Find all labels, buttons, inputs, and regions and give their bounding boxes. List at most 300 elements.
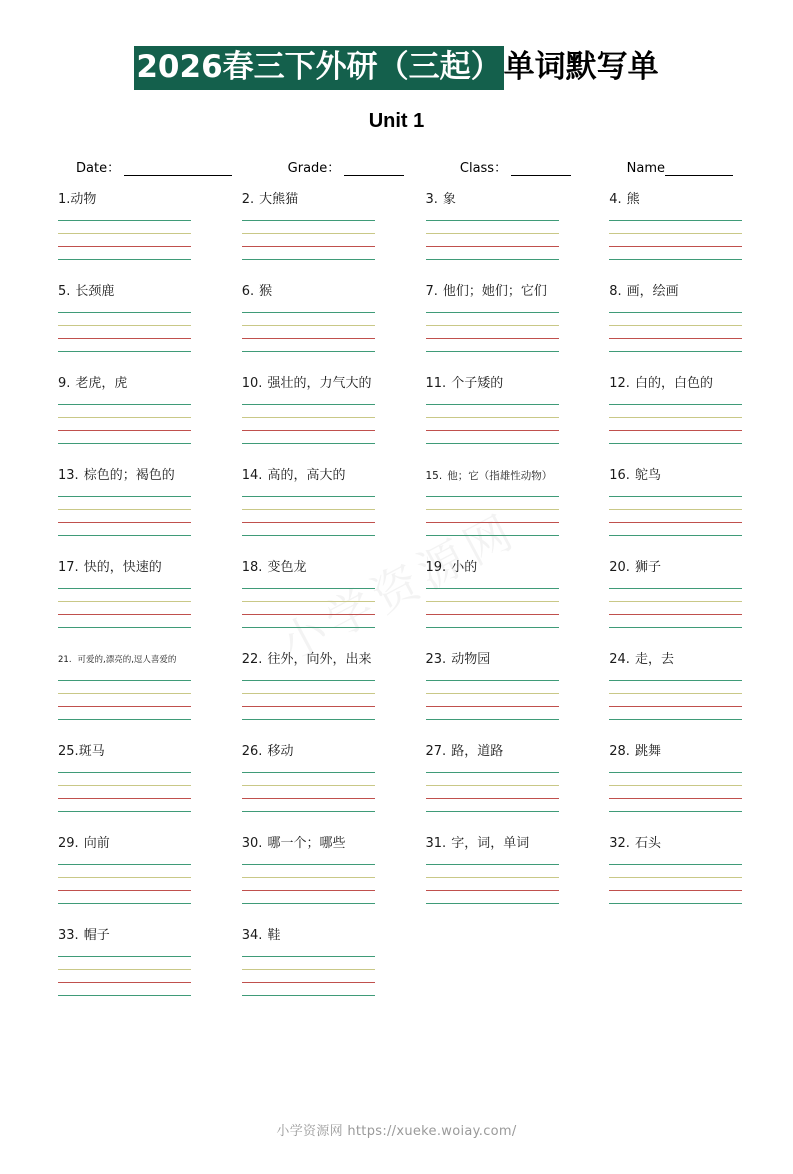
word-item-meaning: 强壮的，力气大的 [267, 376, 372, 391]
guide-line-4 [58, 443, 191, 444]
guide-line-gap [58, 313, 191, 325]
guide-line-gap [609, 589, 742, 601]
word-item-label [242, 284, 381, 304]
guide-line-gap [426, 786, 559, 798]
writing-guide-lines[interactable] [58, 220, 191, 260]
word-item-label [426, 560, 565, 580]
guide-line-4 [58, 719, 191, 720]
guide-line-gap [426, 694, 559, 706]
word-item-number: 2. [241, 192, 255, 207]
guide-line-4 [242, 443, 375, 444]
class-label: Class： [459, 161, 508, 176]
guide-line-gap [609, 510, 742, 522]
word-item-meaning: 老虎，虎 [75, 376, 128, 391]
word-item-label [426, 468, 565, 488]
guide-line-gap [58, 510, 191, 522]
name-input-rule[interactable] [665, 165, 733, 176]
word-item [426, 652, 565, 744]
guide-line-gap [58, 431, 191, 443]
word-item-number: 23. [425, 652, 447, 667]
word-item [242, 836, 381, 928]
word-item [58, 560, 197, 652]
guide-line-gap [426, 773, 559, 785]
word-item-meaning: 象 [442, 192, 456, 207]
word-item [426, 560, 565, 652]
word-item-label [609, 744, 748, 764]
guide-line-gap [58, 681, 191, 693]
guide-line-gap [242, 681, 375, 693]
guide-line-gap [426, 891, 559, 903]
guide-line-gap [242, 602, 375, 614]
guide-line-gap [242, 418, 375, 430]
word-item-meaning: 猴 [259, 284, 273, 299]
guide-line-4 [426, 443, 559, 444]
guide-line-gap [426, 865, 559, 877]
guide-line-gap [242, 313, 375, 325]
guide-line-4 [58, 627, 191, 628]
unit-heading: Unit 1 [368, 110, 425, 132]
word-item-label [609, 652, 748, 672]
word-item [242, 560, 381, 652]
guide-line-gap [58, 799, 191, 811]
guide-line-gap [58, 983, 191, 995]
guide-line-gap [609, 497, 742, 509]
writing-guide-lines[interactable] [242, 220, 375, 260]
info-row [0, 157, 793, 176]
word-item-number: 29. [58, 836, 79, 851]
writing-guide-lines[interactable] [58, 588, 191, 628]
guide-line-4 [609, 535, 742, 536]
writing-guide-lines[interactable] [426, 588, 559, 628]
guide-line-gap [609, 694, 742, 706]
word-item-number: 18. [241, 560, 263, 575]
guide-line-gap [242, 865, 375, 877]
word-item-number: 30. [241, 836, 263, 851]
guide-line-4 [426, 535, 559, 536]
word-item [242, 468, 381, 560]
guide-line-4 [609, 259, 742, 260]
word-item-number: 28. [609, 744, 630, 759]
guide-line-gap [609, 865, 742, 877]
grade-label: Grade： [287, 161, 341, 176]
word-item-number: 7. [425, 284, 438, 299]
word-item-meaning: 熊 [626, 192, 640, 207]
guide-line-gap [426, 431, 559, 443]
word-item-meaning: 斑马 [78, 744, 105, 759]
word-item-meaning: 变色龙 [267, 560, 307, 575]
word-item-label [58, 560, 197, 580]
writing-guide-lines[interactable] [242, 680, 375, 720]
word-item-number: 31. [425, 836, 447, 851]
writing-guide-lines[interactable] [58, 496, 191, 536]
guide-line-4 [609, 443, 742, 444]
word-item-number: 5. [58, 284, 71, 299]
guide-line-gap [609, 431, 742, 443]
guide-line-4 [609, 811, 742, 812]
guide-line-4 [242, 995, 375, 996]
word-item [426, 468, 565, 560]
writing-guide-lines[interactable] [242, 312, 375, 352]
guide-line-4 [609, 351, 742, 352]
guide-line-gap [242, 970, 375, 982]
guide-line-4 [426, 719, 559, 720]
guide-line-gap [609, 221, 742, 233]
guide-line-4 [426, 351, 559, 352]
guide-line-gap [609, 339, 742, 351]
word-item-label [609, 284, 748, 304]
guide-line-gap [242, 497, 375, 509]
word-item [609, 652, 748, 744]
guide-line-gap [58, 418, 191, 430]
guide-line-gap [58, 707, 191, 719]
writing-guide-lines[interactable] [58, 404, 191, 444]
writing-guide-lines[interactable] [609, 496, 742, 536]
guide-line-gap [58, 891, 191, 903]
word-item-meaning: 个子矮的 [451, 376, 504, 391]
guide-line-gap [609, 405, 742, 417]
word-item-number: 11. [425, 376, 447, 391]
writing-guide-lines[interactable] [58, 772, 191, 812]
word-item-number: 26. [241, 744, 263, 759]
writing-guide-lines[interactable] [426, 496, 559, 536]
word-item-meaning: 快的，快速的 [83, 560, 162, 575]
word-item [426, 376, 565, 468]
word-item-number: 22. [241, 652, 263, 667]
word-item-label [426, 192, 565, 212]
class-field[interactable] [460, 157, 571, 176]
word-item-meaning: 高的，高大的 [267, 468, 346, 483]
guide-line-4 [58, 903, 191, 904]
guide-line-4 [58, 259, 191, 260]
word-item-label [242, 192, 381, 212]
word-item [609, 284, 748, 376]
writing-guide-lines[interactable] [609, 680, 742, 720]
word-item-label [58, 652, 197, 672]
guide-line-gap [426, 615, 559, 627]
writing-guide-lines[interactable] [426, 312, 559, 352]
word-item [609, 376, 748, 468]
writing-guide-lines[interactable] [609, 772, 742, 812]
guide-line-gap [58, 694, 191, 706]
word-item-meaning: 棕色的；褐色的 [83, 468, 175, 483]
guide-line-gap [242, 234, 375, 246]
guide-line-gap [242, 431, 375, 443]
guide-line-4 [426, 903, 559, 904]
word-item-label [242, 652, 381, 672]
guide-line-gap [426, 418, 559, 430]
word-item [58, 284, 197, 376]
word-item-label [426, 836, 565, 856]
writing-guide-lines[interactable] [609, 220, 742, 260]
guide-line-gap [426, 589, 559, 601]
name-label: Name [626, 161, 666, 176]
worksheet-page [0, 49, 793, 1020]
writing-guide-lines[interactable] [242, 864, 375, 904]
writing-guide-lines[interactable] [242, 404, 375, 444]
guide-line-gap [609, 878, 742, 890]
guide-line-gap [58, 339, 191, 351]
word-item-meaning: 长颈鹿 [75, 284, 115, 299]
word-item-label [426, 744, 565, 764]
word-item-meaning: 移动 [267, 744, 294, 759]
word-item-number: 8. [609, 284, 622, 299]
word-item-meaning: 帽子 [83, 928, 110, 943]
word-item-number: 14. [241, 468, 263, 483]
writing-guide-lines[interactable] [426, 772, 559, 812]
word-item-label [58, 744, 197, 764]
guide-line-gap [242, 523, 375, 535]
guide-line-gap [58, 234, 191, 246]
guide-line-gap [426, 221, 559, 233]
writing-guide-lines[interactable] [58, 312, 191, 352]
guide-line-gap [426, 510, 559, 522]
writing-guide-lines[interactable] [609, 312, 742, 352]
guide-line-gap [58, 786, 191, 798]
guide-line-4 [242, 627, 375, 628]
word-item-label [58, 284, 197, 304]
guide-line-4 [609, 719, 742, 720]
guide-line-gap [426, 497, 559, 509]
word-item [242, 284, 381, 376]
grade-field[interactable] [288, 157, 405, 176]
word-item-number: 16. [609, 468, 630, 483]
guide-line-gap [242, 589, 375, 601]
word-item-number: 33. [58, 928, 79, 943]
writing-guide-lines[interactable] [242, 588, 375, 628]
guide-line-gap [58, 773, 191, 785]
word-item-number: 15. [425, 470, 443, 482]
writing-guide-lines[interactable] [58, 864, 191, 904]
guide-line-gap [242, 694, 375, 706]
guide-line-gap [609, 799, 742, 811]
word-item [609, 744, 748, 836]
word-item-label [426, 376, 565, 396]
guide-line-4 [609, 903, 742, 904]
guide-line-gap [426, 878, 559, 890]
grade-input-rule[interactable] [344, 165, 404, 176]
writing-guide-lines[interactable] [609, 404, 742, 444]
guide-line-4 [426, 627, 559, 628]
guide-line-4 [426, 811, 559, 812]
guide-line-gap [609, 523, 742, 535]
word-item-number: 21. [58, 655, 72, 665]
word-item-meaning: 可爱的,漂亮的,逗人喜爱的 [77, 655, 177, 665]
guide-line-gap [426, 234, 559, 246]
guide-line-gap [58, 602, 191, 614]
footer-source: 小学资源网 https://xueke.woiay.com/ [276, 1124, 517, 1139]
word-item-label [609, 468, 748, 488]
guide-line-4 [242, 811, 375, 812]
guide-line-gap [242, 326, 375, 338]
guide-line-4 [58, 995, 191, 996]
word-item-label [58, 468, 197, 488]
page-title-highlight: 2026春三下外研（三起） [134, 46, 503, 90]
word-item [609, 192, 748, 284]
writing-guide-lines[interactable] [426, 220, 559, 260]
word-item [609, 836, 748, 928]
word-item-number: 4. [609, 192, 622, 207]
word-item-meaning: 狮子 [634, 560, 661, 575]
word-item-label [58, 836, 197, 856]
word-item-number: 20. [609, 560, 630, 575]
guide-line-gap [426, 523, 559, 535]
word-item-meaning: 他们；她们；它们 [442, 284, 547, 299]
word-item [58, 468, 197, 560]
word-item [242, 376, 381, 468]
guide-line-gap [58, 247, 191, 259]
word-item-meaning: 动物园 [451, 652, 491, 667]
guide-line-gap [609, 326, 742, 338]
word-item [242, 652, 381, 744]
word-item [58, 376, 197, 468]
guide-line-4 [242, 351, 375, 352]
guide-line-gap [609, 247, 742, 259]
writing-guide-lines[interactable] [426, 404, 559, 444]
word-item-meaning: 动物 [70, 192, 97, 207]
guide-line-gap [242, 983, 375, 995]
guide-line-gap [609, 234, 742, 246]
word-item-meaning: 小的 [451, 560, 478, 575]
guide-line-gap [58, 878, 191, 890]
word-item-number: 34. [241, 928, 263, 943]
word-item-number: 10. [241, 376, 263, 391]
word-item-label [609, 560, 748, 580]
guide-line-gap [242, 891, 375, 903]
guide-line-gap [426, 247, 559, 259]
word-item [58, 744, 197, 836]
guide-line-gap [242, 247, 375, 259]
guide-line-gap [58, 865, 191, 877]
word-item-meaning: 往外，向外，出来 [267, 652, 372, 667]
word-item-label [609, 192, 748, 212]
guide-line-gap [58, 405, 191, 417]
name-field[interactable] [627, 161, 733, 176]
word-item [242, 192, 381, 284]
guide-line-gap [609, 891, 742, 903]
guide-line-4 [609, 627, 742, 628]
writing-guide-lines[interactable] [58, 680, 191, 720]
word-item-label [58, 928, 197, 948]
guide-line-gap [58, 957, 191, 969]
guide-line-gap [609, 615, 742, 627]
guide-line-4 [58, 535, 191, 536]
guide-line-gap [426, 799, 559, 811]
word-item [242, 928, 381, 1020]
word-item-meaning: 路，道路 [451, 744, 504, 759]
writing-guide-lines[interactable] [242, 772, 375, 812]
writing-guide-lines[interactable] [609, 588, 742, 628]
word-item-label [242, 836, 381, 856]
word-item-label [242, 560, 381, 580]
writing-guide-lines[interactable] [242, 496, 375, 536]
word-item [426, 744, 565, 836]
word-item-label [426, 284, 565, 304]
guide-line-gap [242, 878, 375, 890]
word-list-grid [0, 192, 793, 1020]
guide-line-gap [609, 773, 742, 785]
writing-guide-lines[interactable] [609, 864, 742, 904]
guide-line-4 [242, 535, 375, 536]
word-item-number: 12. [609, 376, 630, 391]
word-item-number: 6. [241, 284, 255, 299]
guide-line-gap [609, 418, 742, 430]
word-item-label [242, 928, 381, 948]
guide-line-gap [426, 602, 559, 614]
word-item [426, 284, 565, 376]
guide-line-4 [242, 719, 375, 720]
word-item-meaning: 石头 [634, 836, 661, 851]
guide-line-gap [58, 523, 191, 535]
word-item-number: 19. [425, 560, 447, 575]
word-item-number: 13. [58, 468, 79, 483]
word-item [58, 836, 197, 928]
word-item-number: 9. [58, 376, 71, 391]
guide-line-gap [242, 510, 375, 522]
guide-line-gap [58, 326, 191, 338]
writing-guide-lines[interactable] [58, 956, 191, 996]
guide-line-gap [242, 799, 375, 811]
word-item-number: 32. [609, 836, 630, 851]
word-item [58, 928, 197, 1020]
date-label: Date： [76, 161, 121, 176]
guide-line-gap [426, 313, 559, 325]
date-field[interactable] [76, 157, 232, 176]
guide-line-4 [58, 811, 191, 812]
writing-guide-lines[interactable] [242, 956, 375, 996]
guide-line-gap [426, 681, 559, 693]
page-title [0, 49, 793, 85]
word-item-meaning: 白的，白色的 [634, 376, 713, 391]
date-input-rule[interactable] [124, 165, 232, 176]
word-item-label [58, 376, 197, 396]
word-item-number: 27. [425, 744, 447, 759]
word-item [58, 192, 197, 284]
guide-line-gap [609, 786, 742, 798]
word-item-label [242, 376, 381, 396]
guide-line-gap [242, 773, 375, 785]
word-item [426, 836, 565, 928]
word-item-meaning: 鸵鸟 [634, 468, 661, 483]
guide-line-4 [58, 351, 191, 352]
guide-line-4 [242, 903, 375, 904]
guide-line-4 [426, 259, 559, 260]
guide-line-gap [58, 497, 191, 509]
word-item [609, 560, 748, 652]
word-item-label [242, 468, 381, 488]
word-item-number: 3. [425, 192, 438, 207]
word-item-number: 1. [58, 192, 71, 207]
word-item [609, 468, 748, 560]
guide-line-gap [242, 615, 375, 627]
guide-line-gap [426, 707, 559, 719]
guide-line-gap [426, 326, 559, 338]
class-input-rule[interactable] [511, 165, 571, 176]
page-title-plain: 单词默写单 [503, 49, 659, 85]
word-item-number: 25. [58, 744, 79, 759]
guide-line-gap [242, 786, 375, 798]
word-item-label [609, 376, 748, 396]
word-item-number: 24. [609, 652, 630, 667]
word-item [426, 192, 565, 284]
word-item-meaning: 字，词，单词 [451, 836, 530, 851]
word-item-meaning: 画，绘画 [626, 284, 679, 299]
writing-guide-lines[interactable] [426, 864, 559, 904]
guide-line-gap [242, 405, 375, 417]
word-item-meaning: 向前 [83, 836, 110, 851]
word-item-meaning: 鞋 [267, 928, 281, 943]
writing-guide-lines[interactable] [426, 680, 559, 720]
word-item-meaning: 哪一个；哪些 [267, 836, 346, 851]
